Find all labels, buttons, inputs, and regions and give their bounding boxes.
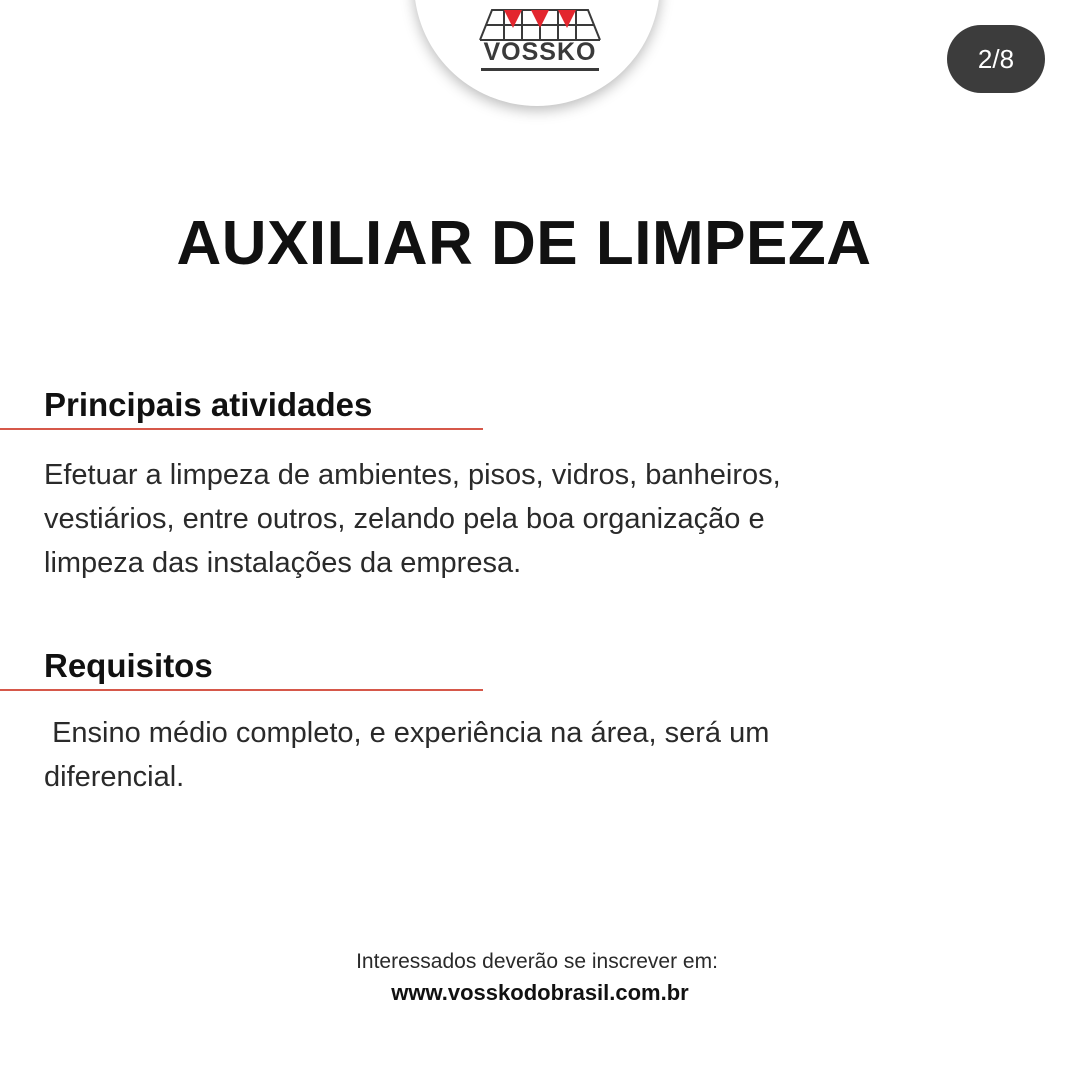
activities-divider — [0, 428, 483, 430]
footer-label: Interessados deverão se inscrever em: — [356, 950, 718, 973]
logo-text: VOSSKO — [483, 38, 597, 66]
website-link[interactable]: www.vosskodobrasil.com.br — [391, 980, 689, 1005]
logo-underline — [481, 68, 599, 71]
page-counter-badge: 2/8 — [947, 25, 1045, 93]
requirements-divider — [0, 689, 483, 691]
activities-text: Efetuar a limpeza de ambientes, pisos, vidros, banheiros, vestiários, entre outros, zelando pela boa organização e limpeza das instalações da empresa. — [44, 459, 781, 579]
job-title: AUXILIAR DE LIMPEZA — [176, 209, 872, 278]
activities-heading: Principais atividades — [44, 386, 373, 423]
requirements-heading: Requisitos — [44, 647, 213, 684]
vossko-logo-icon — [478, 6, 602, 42]
requirements-text: Ensino médio completo, e experiência na área, será um diferencial. — [44, 717, 770, 793]
